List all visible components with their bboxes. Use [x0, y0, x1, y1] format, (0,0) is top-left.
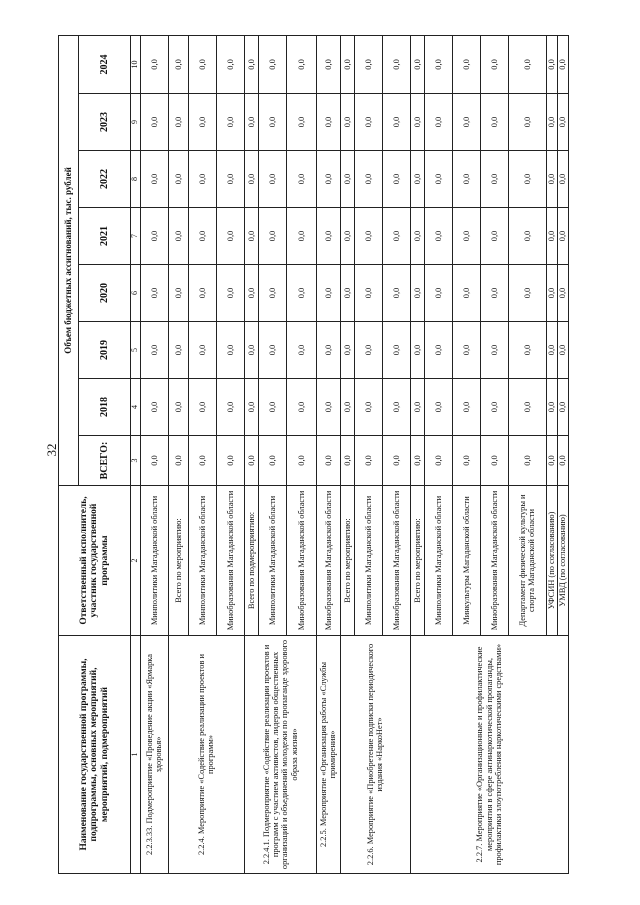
value-cell: 0,0 — [546, 322, 557, 379]
value-cell: 0,0 — [452, 265, 480, 322]
value-cell: 0,0 — [140, 436, 168, 486]
value-cell: 0,0 — [140, 322, 168, 379]
value-cell: 0,0 — [188, 151, 216, 208]
value-cell: 0,0 — [424, 94, 452, 151]
measure-name: 2.2.5. Мероприятие «Организация работы «Службы примирения» — [316, 636, 340, 874]
executor-name: УФСИН (по согласованию) — [546, 486, 557, 636]
value-cell: 0,0 — [452, 94, 480, 151]
value-cell: 0,0 — [258, 35, 286, 93]
value-cell: 0,0 — [188, 208, 216, 265]
value-cell: 0,0 — [140, 265, 168, 322]
header-year: 2024 — [79, 35, 131, 93]
executor-name: Всего по мероприятию: — [168, 486, 188, 636]
header-year: 2021 — [79, 208, 131, 265]
value-cell: 0,0 — [557, 35, 568, 93]
value-cell: 0,0 — [316, 35, 340, 93]
value-cell: 0,0 — [244, 379, 258, 436]
value-cell: 0,0 — [258, 94, 286, 151]
value-cell: 0,0 — [480, 208, 508, 265]
value-cell: 0,0 — [546, 35, 557, 93]
executor-name: Департамент физической культуры и спорта Магаданской области — [508, 486, 546, 636]
value-cell: 0,0 — [258, 265, 286, 322]
value-cell: 0,0 — [480, 151, 508, 208]
header-budget-title: Объем бюджетных ассигнований, тыс. рублей — [59, 35, 79, 485]
value-cell: 0,0 — [244, 151, 258, 208]
executor-name: Минполитики Магаданской области — [188, 486, 216, 636]
value-cell: 0,0 — [410, 151, 424, 208]
value-cell: 0,0 — [382, 35, 410, 93]
value-cell: 0,0 — [557, 265, 568, 322]
value-cell: 0,0 — [140, 35, 168, 93]
value-cell: 0,0 — [258, 208, 286, 265]
measure-name: 2.2.4. Мероприятие «Содействие реализации проектов и программ» — [168, 636, 244, 874]
value-cell: 0,0 — [216, 94, 244, 151]
value-cell: 0,0 — [546, 265, 557, 322]
value-cell: 0,0 — [354, 379, 382, 436]
value-cell: 0,0 — [188, 436, 216, 486]
column-number: 9 — [131, 94, 141, 151]
value-cell: 0,0 — [286, 265, 316, 322]
value-cell: 0,0 — [382, 208, 410, 265]
executor-name: Минобразования Магаданской области — [216, 486, 244, 636]
value-cell: 0,0 — [316, 208, 340, 265]
value-cell: 0,0 — [424, 35, 452, 93]
value-cell: 0,0 — [546, 151, 557, 208]
value-cell: 0,0 — [508, 265, 546, 322]
value-cell: 0,0 — [508, 151, 546, 208]
value-cell: 0,0 — [216, 265, 244, 322]
value-cell: 0,0 — [168, 322, 188, 379]
value-cell: 0,0 — [216, 151, 244, 208]
value-cell: 0,0 — [546, 436, 557, 486]
value-cell: 0,0 — [410, 35, 424, 93]
value-cell: 0,0 — [216, 208, 244, 265]
value-cell: 0,0 — [168, 94, 188, 151]
value-cell: 0,0 — [354, 35, 382, 93]
value-cell: 0,0 — [452, 379, 480, 436]
executor-name: Всего по мероприятию: — [340, 486, 354, 636]
value-cell: 0,0 — [546, 208, 557, 265]
value-cell: 0,0 — [340, 436, 354, 486]
value-cell: 0,0 — [168, 379, 188, 436]
value-cell: 0,0 — [286, 208, 316, 265]
value-cell: 0,0 — [244, 322, 258, 379]
value-cell: 0,0 — [140, 379, 168, 436]
budget-table-container — [58, 36, 568, 874]
header-total: ВСЕГО: — [79, 436, 131, 486]
value-cell: 0,0 — [382, 322, 410, 379]
value-cell: 0,0 — [452, 208, 480, 265]
value-cell: 0,0 — [340, 379, 354, 436]
value-cell: 0,0 — [216, 379, 244, 436]
value-cell: 0,0 — [480, 379, 508, 436]
column-number: 7 — [131, 208, 141, 265]
value-cell: 0,0 — [452, 436, 480, 486]
header-year: 2023 — [79, 94, 131, 151]
executor-name: Минполитики Магаданской области — [258, 486, 286, 636]
value-cell: 0,0 — [244, 208, 258, 265]
value-cell: 0,0 — [244, 436, 258, 486]
header-year: 2018 — [79, 379, 131, 436]
value-cell: 0,0 — [546, 94, 557, 151]
value-cell: 0,0 — [452, 322, 480, 379]
value-cell: 0,0 — [168, 35, 188, 93]
value-cell: 0,0 — [316, 322, 340, 379]
value-cell: 0,0 — [216, 35, 244, 93]
column-number: 3 — [131, 436, 141, 486]
value-cell: 0,0 — [140, 151, 168, 208]
value-cell: 0,0 — [424, 265, 452, 322]
value-cell: 0,0 — [424, 151, 452, 208]
value-cell: 0,0 — [286, 35, 316, 93]
value-cell: 0,0 — [424, 322, 452, 379]
column-number: 1 — [131, 636, 141, 874]
value-cell: 0,0 — [340, 265, 354, 322]
value-cell: 0,0 — [354, 265, 382, 322]
value-cell: 0,0 — [140, 94, 168, 151]
value-cell: 0,0 — [140, 208, 168, 265]
header-year: 2019 — [79, 322, 131, 379]
value-cell: 0,0 — [340, 208, 354, 265]
value-cell: 0,0 — [382, 436, 410, 486]
value-cell: 0,0 — [382, 94, 410, 151]
executor-name: Минполитики Магаданской области — [424, 486, 452, 636]
value-cell: 0,0 — [244, 94, 258, 151]
measure-name: 2.2.4.1. Подмероприятие «Содействие реализации проектов и программ с участием активистов, лидеров общественных организаций и объединений молодежи по пропаганде здорового образа жизни» — [244, 636, 316, 874]
value-cell: 0,0 — [354, 94, 382, 151]
value-cell: 0,0 — [354, 208, 382, 265]
table-row — [244, 35, 258, 873]
value-cell: 0,0 — [557, 436, 568, 486]
value-cell: 0,0 — [286, 151, 316, 208]
executor-name: УМВД (по согласованию) — [557, 486, 568, 636]
value-cell: 0,0 — [480, 265, 508, 322]
executor-name: Минполитики Магаданской области — [354, 486, 382, 636]
value-cell: 0,0 — [316, 265, 340, 322]
value-cell: 0,0 — [258, 436, 286, 486]
executor-name: Минобразования Магаданской области — [286, 486, 316, 636]
executor-name: Минобразования Магаданской области — [316, 486, 340, 636]
value-cell: 0,0 — [557, 94, 568, 151]
value-cell: 0,0 — [316, 151, 340, 208]
value-cell: 0,0 — [286, 94, 316, 151]
measure-name: 2.2.7. Мероприятие «Организационные и профилактические мероприятия в сфере антинаркотической пропаганды, профилактики злоупотребления наркотическими средствами» — [410, 636, 568, 874]
value-cell: 0,0 — [168, 265, 188, 322]
executor-name: Минобразования Магаданской области — [480, 486, 508, 636]
executor-name: Всего по подмероприятию: — [244, 486, 258, 636]
value-cell: 0,0 — [168, 151, 188, 208]
header-year: 2022 — [79, 151, 131, 208]
value-cell: 0,0 — [508, 322, 546, 379]
value-cell: 0,0 — [382, 265, 410, 322]
value-cell: 0,0 — [354, 151, 382, 208]
value-cell: 0,0 — [452, 151, 480, 208]
value-cell: 0,0 — [557, 151, 568, 208]
value-cell: 0,0 — [340, 94, 354, 151]
value-cell: 0,0 — [188, 265, 216, 322]
column-number: 10 — [131, 35, 141, 93]
value-cell: 0,0 — [188, 94, 216, 151]
value-cell: 0,0 — [410, 265, 424, 322]
value-cell: 0,0 — [316, 379, 340, 436]
value-cell: 0,0 — [424, 379, 452, 436]
executor-name: Минобразования Магаданской области — [382, 486, 410, 636]
header-year: 2020 — [79, 265, 131, 322]
column-number: 5 — [131, 322, 141, 379]
value-cell: 0,0 — [424, 208, 452, 265]
value-cell: 0,0 — [557, 322, 568, 379]
value-cell: 0,0 — [340, 35, 354, 93]
executor-name: Минкультуры Магаданской области — [452, 486, 480, 636]
value-cell: 0,0 — [316, 94, 340, 151]
page-number: 32 — [44, 443, 59, 457]
value-cell: 0,0 — [216, 322, 244, 379]
value-cell: 0,0 — [508, 379, 546, 436]
value-cell: 0,0 — [340, 322, 354, 379]
table-row — [140, 35, 168, 873]
table-row — [340, 35, 354, 873]
value-cell: 0,0 — [480, 436, 508, 486]
value-cell: 0,0 — [382, 151, 410, 208]
table-row — [316, 35, 340, 873]
executor-name: Всего по мероприятию: — [410, 486, 424, 636]
value-cell: 0,0 — [410, 322, 424, 379]
value-cell: 0,0 — [410, 379, 424, 436]
value-cell: 0,0 — [508, 35, 546, 93]
value-cell: 0,0 — [316, 436, 340, 486]
value-cell: 0,0 — [508, 208, 546, 265]
value-cell: 0,0 — [286, 379, 316, 436]
budget-allocation-table — [58, 35, 569, 874]
value-cell: 0,0 — [286, 322, 316, 379]
value-cell: 0,0 — [188, 322, 216, 379]
header-executor: Ответственный исполнитель, участник государственной программы — [59, 486, 131, 636]
value-cell: 0,0 — [410, 208, 424, 265]
value-cell: 0,0 — [188, 379, 216, 436]
value-cell: 0,0 — [258, 379, 286, 436]
value-cell: 0,0 — [480, 35, 508, 93]
value-cell: 0,0 — [258, 151, 286, 208]
value-cell: 0,0 — [424, 436, 452, 486]
value-cell: 0,0 — [452, 35, 480, 93]
value-cell: 0,0 — [216, 436, 244, 486]
value-cell: 0,0 — [244, 265, 258, 322]
rotated-page-content — [58, 36, 568, 874]
value-cell: 0,0 — [546, 379, 557, 436]
value-cell: 0,0 — [557, 208, 568, 265]
value-cell: 0,0 — [168, 436, 188, 486]
value-cell: 0,0 — [244, 35, 258, 93]
header-measure-name: Наименование государственной программы, подпрограммы, основных мероприятий, мероприятий, подмероприятий — [59, 636, 131, 874]
value-cell: 0,0 — [410, 94, 424, 151]
executor-name: Минполитики Магаданской области — [140, 486, 168, 636]
value-cell: 0,0 — [340, 151, 354, 208]
table-row — [168, 35, 188, 873]
column-number: 4 — [131, 379, 141, 436]
value-cell: 0,0 — [480, 94, 508, 151]
column-number: 8 — [131, 151, 141, 208]
value-cell: 0,0 — [508, 94, 546, 151]
column-number: 6 — [131, 265, 141, 322]
value-cell: 0,0 — [286, 436, 316, 486]
table-row — [410, 35, 424, 873]
value-cell: 0,0 — [258, 322, 286, 379]
value-cell: 0,0 — [508, 436, 546, 486]
value-cell: 0,0 — [410, 436, 424, 486]
value-cell: 0,0 — [382, 379, 410, 436]
column-number: 2 — [131, 486, 141, 636]
value-cell: 0,0 — [354, 436, 382, 486]
value-cell: 0,0 — [354, 322, 382, 379]
measure-name: 2.2.3.33. Подмероприятие «Проведение акции «Ярмарка здоровья» — [140, 636, 168, 874]
measure-name: 2.2.6. Мероприятие «Приобретение подписки периодического издания «НаркоНет» — [340, 636, 410, 874]
value-cell: 0,0 — [188, 35, 216, 93]
value-cell: 0,0 — [480, 322, 508, 379]
value-cell: 0,0 — [557, 379, 568, 436]
value-cell: 0,0 — [168, 208, 188, 265]
